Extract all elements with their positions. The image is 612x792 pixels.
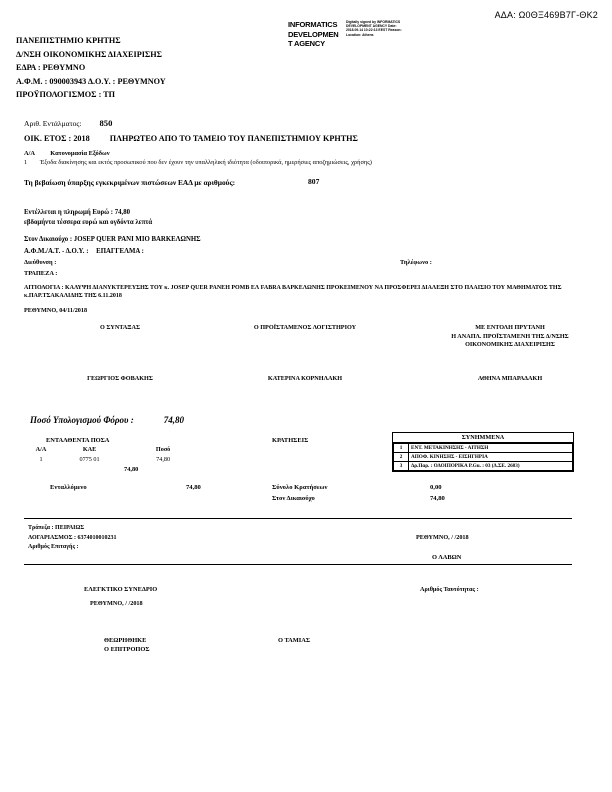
amounts-col-index: Α/Α xyxy=(35,446,47,453)
amounts-subtotal: 74,80 xyxy=(124,466,139,473)
logo-line-1: INFORMATICS xyxy=(288,20,338,29)
org-line-5: ΠΡΟΫΠΟΛΟΓΙΣΜΟΣ : ΤΠ xyxy=(16,90,116,100)
organization-header xyxy=(16,34,166,102)
attachments-rows xyxy=(393,443,573,471)
expense-col-index: Α/Α xyxy=(24,150,35,157)
bank-label: ΤΡΑΠΕΖΑ : xyxy=(24,270,58,277)
signature-name-director: ΑΘΗΝΑ ΜΠΑΡΑΔΑΚΗ xyxy=(477,375,543,382)
signature-title-director-1: ΜΕ ΕΝΤΟΛΗ ΠΡΥΤΑΝΗ xyxy=(475,324,545,331)
org-line-4: Α.Φ.Μ. : 090003943 Δ.Ο.Υ. : ΡΕΘΥΜΝΟΥ xyxy=(16,76,166,86)
amounts-row-index: 1 xyxy=(39,456,43,463)
divider-top xyxy=(24,518,572,519)
credit-number: 807 xyxy=(308,177,320,186)
audit-place-date: ΡΕΘΥΜΝΟ, / /2018 xyxy=(90,600,143,607)
document-number-value: 850 xyxy=(99,118,113,128)
attachments-table xyxy=(392,432,574,472)
bank-account: ΛΟΓΑΡΙΑΣΜΟΣ : 6374010010231 xyxy=(28,534,117,541)
ada-code: ΑΔΑ: Ω0ΘΞ469Β7Γ-ΘΚ2 xyxy=(494,10,598,20)
agency-logo xyxy=(288,20,408,49)
fiscal-year: ΟΙΚ. ΕΤΟΣ : 2018 xyxy=(24,134,90,143)
amounts-row-kae: 0775 01 xyxy=(79,456,100,463)
beneficiary-name: JOSEP QUER PANI MIO BARKEΛΩΝΗΣ xyxy=(73,236,201,243)
amounts-col-kae: ΚΑΕ xyxy=(82,446,97,453)
signature-title-preparer: Ο ΣΥΝΤΑΞΑΣ xyxy=(99,324,141,331)
org-line-1: ΠΑΝΕΠΙΣΤΗΜΙΟ ΚΡΗΤΗΣ xyxy=(16,36,121,45)
signature-title-director-block xyxy=(430,324,590,350)
table-row xyxy=(24,159,554,166)
logo-line-2: DEVELOPMEN xyxy=(288,29,339,39)
attachment-index: 2 xyxy=(394,453,409,462)
attachment-text: ΑΠΟΦ. ΚΙΝΗΣΗΣ - ΕΙΣΗΓΗΡΙΑ xyxy=(409,453,573,462)
telephone-label: Τηλέφωνο : xyxy=(400,259,432,266)
receiver-label: Ο ΛΑΒΩΝ xyxy=(432,554,462,561)
payment-amount-words: εβδομήντα τέσσερα ευρώ και ογδόντα λεπτά xyxy=(24,219,153,226)
divider-bottom xyxy=(24,564,572,565)
beneficiary-line xyxy=(24,236,201,243)
amounts-table-columns xyxy=(30,446,199,453)
amounts-row-amount: 74,80 xyxy=(156,456,171,463)
table-row xyxy=(30,456,199,463)
afm-line xyxy=(24,248,144,255)
amounts-total-value: 74,80 xyxy=(186,484,201,491)
document-number-label: Αριθ. Εντάλματος: xyxy=(24,119,82,128)
city-date: ΡΕΘΥΜΝΟ, 04/11/2018 xyxy=(24,307,88,314)
signature-title-director-2: Η ΑΝΑΠΛ. ΠΡΟΪΣΤΑΜΕΝΗ ΤΗΣ Δ/ΝΣΗΣ xyxy=(451,332,569,340)
deductions-total-label: Σύνολο Κρατήσεων xyxy=(272,484,328,491)
bank-details xyxy=(28,524,117,553)
amounts-total-label: Ενταλλόμενο xyxy=(50,484,87,491)
attachment-index: 1 xyxy=(394,444,409,453)
expense-row-index: 1 xyxy=(24,159,28,166)
cheque-number-label: Αριθμός Επιταγής : xyxy=(28,544,79,551)
net-payable-label: Στον Δικαιούχο xyxy=(272,495,315,502)
justification-text: ΑΙΤΙΟΛΟΓΙΑ : ΚΑΛΥΨΗ ΔΙΑΝΥΚΤΕΡΕΥΣΗΣ ΤΟΥ κ. JOSEP QUER PANEH POMB ΕΛ FABRA ΒΑΡΚΕΛΩΝΗΣ ΠΡΟΚΕΙΜΕΝΟΥ ΝΑ ΠΡΟΣΦΕΡΕΙ ΔΙΑΛΕΞΗ ΣΤΟ ΠΛΑΙΣΙΟ ΤΟΥ ΜΑΘΗΜΑΤΟΣ ΤΗΣ κ.ΠΑΡ.ΤΣΑΚΑΛΙΔΗΣ ΤΗΣ 6.11.2018 xyxy=(24,285,562,299)
signature-name-preparer: ΓΕΩΡΓΙΟΣ ΦΟΒΑΚΗΣ xyxy=(87,375,153,382)
tax-base-value: 74,80 xyxy=(163,415,184,425)
tax-base-label: Ποσό Υπολογισμού Φόρου : xyxy=(30,415,134,425)
attachment-text: ΕΝΤ. ΜΕΤΑΚΙΝΗΣΗΣ - ΑΙΤΗΣΗ xyxy=(409,444,573,453)
profession-label: ΕΠΑΓΓΕΛΜΑ : xyxy=(96,248,144,255)
amounts-col-amount: Ποσό xyxy=(155,446,171,453)
tax-base-line xyxy=(30,415,184,425)
audit-court-title: ΕΛΕΓΚΤΙΚΟ ΣΥΝΕΔΡΙΟ xyxy=(84,586,158,593)
payment-amount-line: Εντέλλεται η πληρωμή Ευρώ : 74,80 xyxy=(24,209,131,216)
table-row xyxy=(394,462,573,471)
footer-place-date: ΡΕΘΥΜΝΟ, / /2018 xyxy=(416,534,469,541)
attachment-text: Δρ.Παρ. : ΟΔΟΙΠΟΡΙΚΑ P.Gu. : 03 (Δ.ΣΕ. 2683) xyxy=(409,462,573,471)
agency-logo-text xyxy=(288,20,344,49)
digital-signature-note: Digitally signed by INFORMATICS DEVELOPMENT AGENCY Date: 2018.09.14 10:22:13 EEST Reason: Location: Athens xyxy=(346,20,402,37)
afm-label: Α.Φ.Μ./Α.Τ. - Δ.Ο.Υ. : xyxy=(24,248,89,255)
cashier-label: Ο ΤΑΜΙΑΣ xyxy=(278,637,311,644)
payer-statement: ΠΛΗΡΩΤΕΟ ΑΠΟ ΤΟ ΤΑΜΕΙΟ ΤΟΥ ΠΑΝΕΠΙΣΤΗΜΙΟΥ ΚΡΗΤΗΣ xyxy=(109,134,358,143)
fiscal-line xyxy=(24,134,358,143)
org-line-3: ΕΔΡΑ : ΡΕΘΥΜΝΟ xyxy=(16,63,86,73)
signature-title-accounting-head: Ο ΠΡΟΪΣΤΑΜΕΝΟΣ ΛΟΓΙΣΤΗΡΙΟΥ xyxy=(253,324,357,331)
logo-line-3: T AGENCY xyxy=(288,39,325,48)
deductions-table-header: ΚΡΑΤΗΣΕΙΣ xyxy=(272,437,309,444)
identity-number-label: Αριθμός Ταυτότητας : xyxy=(420,586,479,593)
approved-label: ΘΕΩΡΗΘΗΚΕ xyxy=(104,637,147,644)
expense-table-header xyxy=(24,150,110,157)
beneficiary-label: Στον Δικαιούχο : xyxy=(24,236,73,243)
signature-title-director-3: ΟΙΚΟΝΟΜΙΚΗΣ ΔΙΑΧΕΙΡΙΣΗΣ xyxy=(465,341,555,348)
credit-statement: Τη βεβαίωση ύπαρξης εγκεκριμένων πιστώσεων ΕΑΔ με αριθμούς: xyxy=(24,178,236,187)
table-row xyxy=(394,444,573,453)
deductions-total-value: 0,00 xyxy=(430,484,442,491)
bank-name: Τράπεζα : ΠΕΙΡΑΙΩΣ xyxy=(28,525,85,531)
attachments-title: ΣΥΝΗΜΜΕΝΑ xyxy=(393,433,573,443)
controller-label: Ο ΕΠΙΤΡΟΠΟΣ xyxy=(104,646,150,653)
amounts-table-header: ΕΝΤΑΛΘΕΝΤΑ ΠΟΣΑ xyxy=(46,437,110,444)
net-payable-value: 74,80 xyxy=(430,495,445,502)
signature-name-accounting-head: ΚΑΤΕΡΙΝΑ ΚΟΡΝΗΛΑΚΗ xyxy=(267,375,343,382)
address-label: Διεύθυνση : xyxy=(24,259,57,266)
document-number-row xyxy=(24,118,112,128)
expense-row-description: Έξοδα διακίνησης και εκτός προσωπικού που δεν έχουν την υπαλληλική ιδιότητα (οδοιπορικά, ημερήσιες αποζημιώσεις, χρήσης) xyxy=(40,159,372,166)
table-row xyxy=(394,453,573,462)
attachment-index: 3 xyxy=(394,462,409,471)
org-line-2: Δ/ΝΣΗ ΟΙΚΟΝΟΜΙΚΗΣ ΔΙΑΧΕΙΡΙΣΗΣ xyxy=(16,49,162,59)
expense-col-description: Κατονομασία Εξόδων xyxy=(50,150,110,157)
